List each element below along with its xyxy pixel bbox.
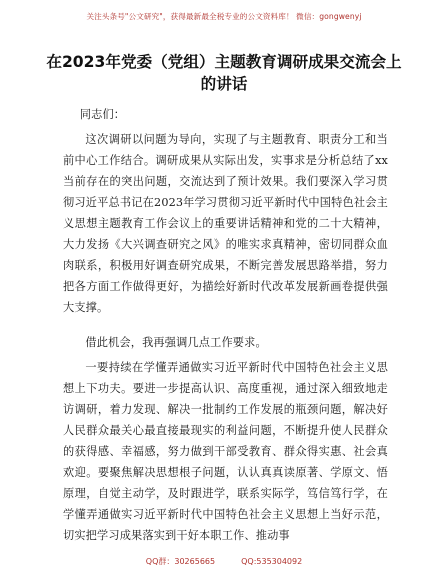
paragraph-3: 一要持续在学懂弄通做实习近平新时代中国特色社会主义思想上下功夫。要进一步提高认识、高度重视，通过深入细致地走访调研，着力发现、解决一批制约工作发展的瓶颈问题，解决好人民群众最关心最直接最现实的利益问题，不断提升使人民群众的获得感、幸福感，努力做到干部受教育、群众得实惠、社会真欢迎。要聚焦解决思想根子问题，认认真真读原著、学原文、悟原理，自觉主动学，及时跟进学，联系实际学，笃信笃行学，在学懂弄通做实习近平新时代中国特色社会主义思想上当好示范，切实把学习成果落实到干好本职工作、推动事 xyxy=(63,361,388,542)
header-banner: 关注头条号"公文研究"，获得最新最全税专业的公文资料库！ 微信：gongwenyj xyxy=(86,12,362,21)
paragraph-2: 借此机会，我再强调几点工作要求。 xyxy=(85,336,267,349)
paragraph-1: 这次调研以问题为导向，实现了与主题教育、职责分工和当前中心工作结合。调研成果从实际出发，实事求是分析总结了xx当前存在的突出问题，交流达到了预计效果。我们要深入学习贯彻习近平总书记在2023年学习贯彻习近平新时代中国特色社会主义思想主题教育工作会议上的重要讲话精神和党的二十大精神，大力发扬《大兴调查研究之风》的唯实求真精神，密切同群众血肉联系，积极用好调查研究成果，不断完善发展思路举措，努力把各方面工作做得更好，为描绘好新时代改革发展新画卷提供强大支撑。 xyxy=(63,133,388,314)
footer-qq: QQ:535304092 xyxy=(241,557,303,566)
footer-banner xyxy=(0,556,448,567)
greeting: 同志们： xyxy=(79,108,126,121)
document-title: 在2023年党委（党组）主题教育调研成果交流会上的讲话 xyxy=(46,53,402,93)
footer-qq-group: QQ群：30265665 xyxy=(145,557,216,566)
